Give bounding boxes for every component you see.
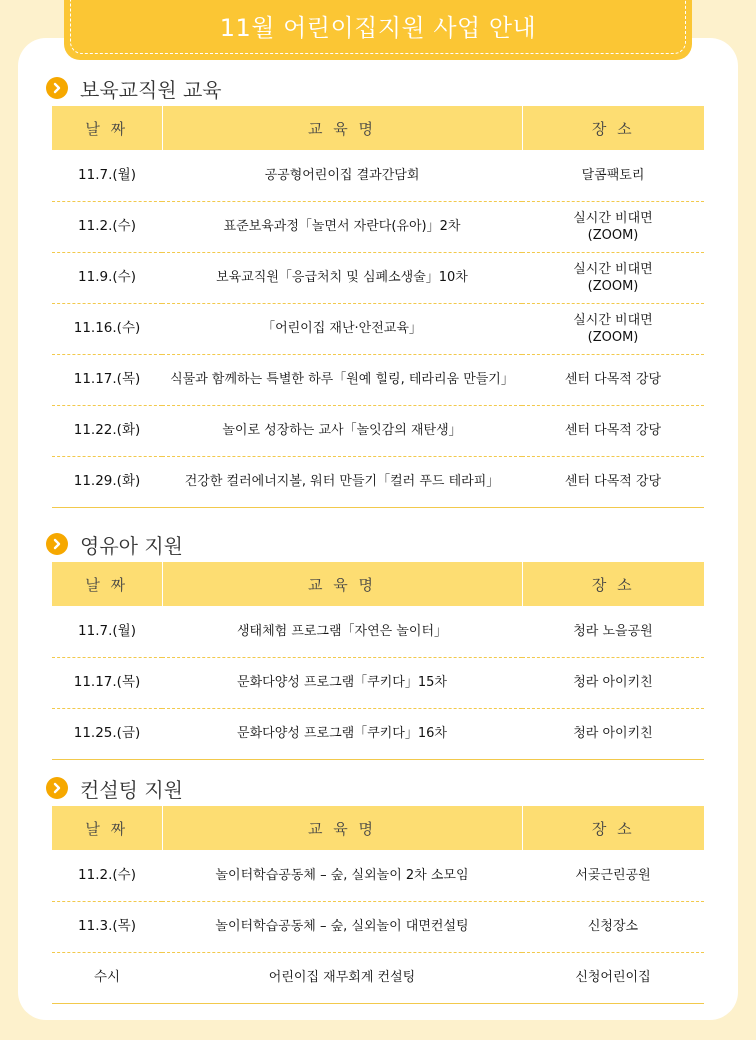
- header-date: 날 짜: [52, 106, 162, 150]
- table-header-row: [52, 106, 704, 150]
- table-row: [52, 354, 704, 405]
- row-name: 놀이터학습공동체 – 숲, 실외놀이 대면컨설팅: [162, 901, 522, 952]
- row-date: 11.2.(수): [52, 850, 162, 901]
- row-name: 보육교직원「응급처치 및 심폐소생술」10차: [162, 252, 522, 303]
- row-place: 청라 노을공원: [522, 606, 704, 657]
- row-date: 11.17.(목): [52, 657, 162, 708]
- section-title: 영유아 지원: [80, 533, 183, 558]
- table-row: [52, 405, 704, 456]
- section-header: [46, 70, 704, 106]
- row-date: 11.3.(목): [52, 901, 162, 952]
- schedule-table: [52, 806, 704, 1004]
- row-place: 달콤팩토리: [522, 150, 704, 201]
- header-name: 교 육 명: [162, 562, 522, 606]
- table-row: [52, 252, 704, 303]
- header-name: 교 육 명: [162, 806, 522, 850]
- row-place: 센터 다목적 강당: [522, 456, 704, 507]
- header-date: 날 짜: [52, 562, 162, 606]
- banner-dashed-border: [70, 0, 686, 54]
- row-place: 실시간 비대면 (ZOOM): [522, 303, 704, 354]
- chevron-right-circle-icon: [46, 777, 68, 799]
- section-staff-education: [52, 70, 704, 508]
- row-name: 어린이집 재무회계 컨설팅: [162, 952, 522, 1003]
- row-name: 표준보육과정「놀면서 자란다(유아)」2차: [162, 201, 522, 252]
- row-place: 실시간 비대면 (ZOOM): [522, 252, 704, 303]
- table-row: [52, 657, 704, 708]
- row-name: 공공형어린이집 결과간담회: [162, 150, 522, 201]
- table-header-row: [52, 806, 704, 850]
- section-header: [46, 770, 704, 806]
- schedule-table: [52, 562, 704, 760]
- row-name: 건강한 컬러에너지볼, 워터 만들기「컬러 푸드 테라피」: [162, 456, 522, 507]
- row-date: 11.2.(수): [52, 201, 162, 252]
- row-name: 식물과 함께하는 특별한 하루「원예 힐링, 테라리움 만들기」: [162, 354, 522, 405]
- title-banner: [64, 0, 692, 60]
- banner-title: 11월 어린이집지원 사업 안내: [219, 13, 537, 42]
- row-date: 수시: [52, 952, 162, 1003]
- header-place: 장 소: [522, 562, 704, 606]
- row-date: 11.17.(목): [52, 354, 162, 405]
- section-consulting-support: [52, 770, 704, 1004]
- header-place: 장 소: [522, 806, 704, 850]
- table-row: [52, 303, 704, 354]
- section-header: [46, 526, 704, 562]
- header-name: 교 육 명: [162, 106, 522, 150]
- table-row: [52, 850, 704, 901]
- row-place: 신청장소: [522, 901, 704, 952]
- row-date: 11.25.(금): [52, 708, 162, 759]
- row-date: 11.22.(화): [52, 405, 162, 456]
- row-place: 서곶근린공원: [522, 850, 704, 901]
- row-place: 센터 다목적 강당: [522, 405, 704, 456]
- table-header-row: [52, 562, 704, 606]
- row-date: 11.7.(월): [52, 150, 162, 201]
- section-title: 컨설팅 지원: [80, 777, 183, 802]
- chevron-right-circle-icon: [46, 533, 68, 555]
- row-name: 놀이로 성장하는 교사「놀잇감의 재탄생」: [162, 405, 522, 456]
- section-title: 보육교직원 교육: [80, 77, 222, 102]
- row-name: 「어린이집 재난·안전교육」: [162, 303, 522, 354]
- row-place: 신청어린이집: [522, 952, 704, 1003]
- row-date: 11.16.(수): [52, 303, 162, 354]
- row-place: 청라 아이키친: [522, 657, 704, 708]
- table-row: [52, 150, 704, 201]
- table-row: [52, 456, 704, 507]
- row-name: 생태체험 프로그램「자연은 놀이터」: [162, 606, 522, 657]
- header-date: 날 짜: [52, 806, 162, 850]
- row-name: 놀이터학습공동체 – 숲, 실외놀이 2차 소모임: [162, 850, 522, 901]
- header-place: 장 소: [522, 106, 704, 150]
- table-row: [52, 901, 704, 952]
- row-place: 실시간 비대면 (ZOOM): [522, 201, 704, 252]
- row-name: 문화다양성 프로그램「쿠키다」16차: [162, 708, 522, 759]
- schedule-table: [52, 106, 704, 508]
- table-row: [52, 606, 704, 657]
- row-date: 11.9.(수): [52, 252, 162, 303]
- table-row: [52, 201, 704, 252]
- row-name: 문화다양성 프로그램「쿠키다」15차: [162, 657, 522, 708]
- table-row: [52, 708, 704, 759]
- table-row: [52, 952, 704, 1003]
- section-child-support: [52, 526, 704, 760]
- row-place: 센터 다목적 강당: [522, 354, 704, 405]
- row-place: 청라 아이키친: [522, 708, 704, 759]
- row-date: 11.29.(화): [52, 456, 162, 507]
- row-date: 11.7.(월): [52, 606, 162, 657]
- chevron-right-circle-icon: [46, 77, 68, 99]
